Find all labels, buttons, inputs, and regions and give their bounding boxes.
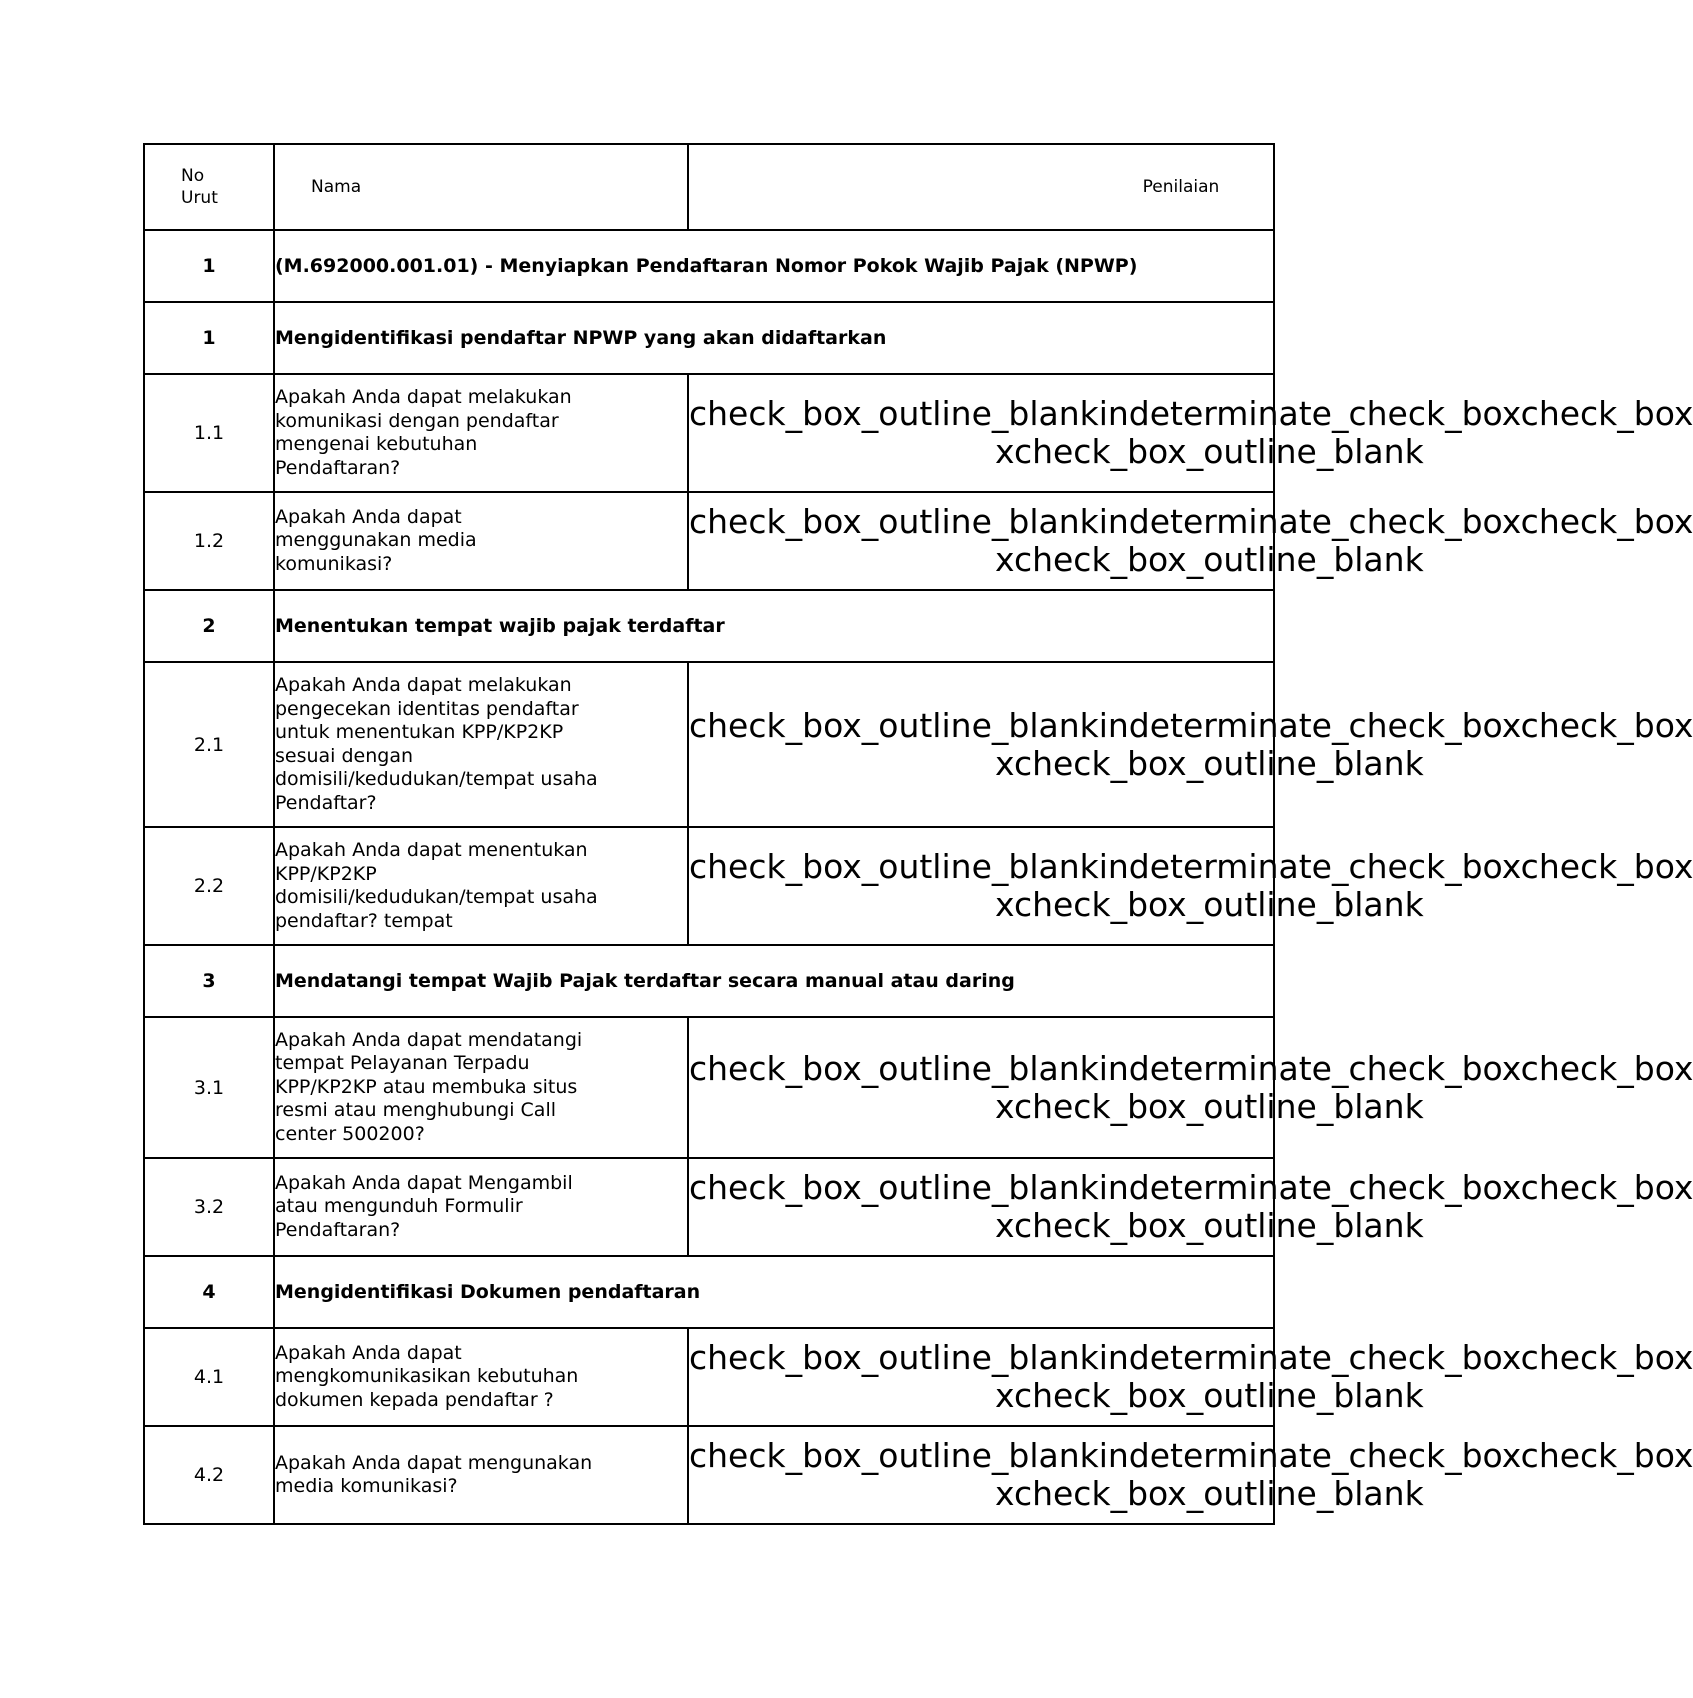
question-line: menggunakan media (275, 529, 477, 552)
checkbox-icon-text[interactable]: check_box_outline_blankindeterminate_check_boxcheck_box (689, 705, 1693, 745)
checkbox-icon-text[interactable]: check_box_outline_blankindeterminate_check_boxcheck_box (689, 1168, 1693, 1207)
question-line: Pendaftaran? (275, 1218, 401, 1241)
question-line: mengkomunikasikan kebutuhan (275, 1365, 579, 1388)
question-line: center 500200? (275, 1122, 425, 1145)
question-no: 1.1 (144, 374, 274, 492)
question-text (274, 1158, 688, 1256)
question-row (144, 374, 1274, 492)
penilaian-checkbox-cell[interactable] (688, 1158, 1693, 1256)
question-line: komunikasi dengan pendaftar (275, 409, 559, 432)
question-text (274, 1017, 688, 1158)
question-line: Apakah Anda dapat Mengambil (275, 1171, 573, 1194)
question-line: domisili/kedudukan/tempat usaha (275, 768, 598, 790)
checkbox-icon-text[interactable]: check_box_outline_blankindeterminate_check_boxcheck_box (689, 1436, 1693, 1475)
element-title: Mengidentifikasi pendaftar NPWP yang akan didaftarkan (274, 302, 1274, 374)
question-line: Pendaftar? (275, 791, 377, 814)
checkbox-icon-text[interactable]: xcheck_box_outline_blank (995, 743, 1424, 783)
question-line: dokumen kepada pendaftar ? (275, 1388, 554, 1411)
checkbox-icon-text[interactable]: check_box_outline_blankindeterminate_check_boxcheck_box (689, 1338, 1693, 1377)
question-row (144, 1328, 1274, 1426)
unit-title: (M.692000.001.01) - Menyiapkan Pendaftaran Nomor Pokok Wajib Pajak (NPWP) (274, 230, 1274, 302)
question-no: 4.2 (144, 1426, 274, 1524)
question-line: KPP/KP2KP atau membuka situs (275, 1075, 578, 1098)
penilaian-checkbox-cell[interactable] (688, 827, 1693, 945)
penilaian-checkbox-cell[interactable] (688, 1328, 1693, 1426)
question-line: Apakah Anda dapat mengunakan (275, 1451, 593, 1474)
question-line: pengecekan identitas pendaftar (275, 697, 579, 720)
question-row (144, 1158, 1274, 1256)
element-no: 3 (144, 945, 274, 1017)
question-text (274, 662, 688, 827)
question-no: 4.1 (144, 1328, 274, 1426)
element-title: Menentukan tempat wajib pajak terdaftar (274, 590, 1274, 662)
element-title: Mengidentifikasi Dokumen pendaftaran (274, 1256, 1274, 1328)
element-row (144, 590, 1274, 662)
question-line: domisili/kedudukan/tempat usaha (275, 886, 598, 908)
checkbox-icon-text[interactable]: xcheck_box_outline_blank (995, 1086, 1424, 1126)
checkbox-icon-text[interactable]: check_box_outline_blankindeterminate_check_boxcheck_box (689, 394, 1693, 433)
penilaian-checkbox-cell[interactable] (688, 374, 1693, 492)
question-row (144, 827, 1274, 945)
question-row (144, 492, 1274, 590)
question-line: Apakah Anda dapat mendatangi (275, 1028, 583, 1051)
question-text (274, 374, 688, 492)
question-line: sesuai dengan (275, 744, 414, 767)
question-line: Apakah Anda dapat melakukan (275, 386, 572, 408)
element-no: 2 (144, 590, 274, 662)
header-no-urut (144, 144, 274, 230)
question-line: Apakah Anda dapat melakukan (275, 674, 572, 696)
checkbox-icon-text[interactable]: xcheck_box_outline_blank (995, 885, 1424, 924)
question-text (274, 827, 688, 945)
assessment-table (143, 143, 1693, 1525)
element-no: 4 (144, 1256, 274, 1328)
question-line: KPP/KP2KP (275, 862, 377, 885)
question-line: komunikasi? (275, 552, 393, 575)
question-no: 1.2 (144, 492, 274, 590)
question-line: Apakah Anda dapat (275, 1341, 462, 1364)
unit-no: 1 (144, 230, 274, 302)
question-row (144, 1426, 1274, 1524)
question-line: Apakah Anda dapat menentukan (275, 839, 588, 861)
question-line: media komunikasi? (275, 1475, 458, 1497)
element-title: Mendatangi tempat Wajib Pajak terdaftar secara manual atau daring (274, 945, 1274, 1017)
penilaian-checkbox-cell[interactable] (688, 662, 1693, 827)
question-no: 3.1 (144, 1017, 274, 1158)
question-text (274, 1328, 688, 1426)
checkbox-icon-text[interactable]: xcheck_box_outline_blank (995, 432, 1424, 471)
question-line: resmi atau menghubungi Call (275, 1099, 557, 1122)
penilaian-checkbox-cell[interactable] (688, 1426, 1693, 1524)
question-no: 2.2 (144, 827, 274, 945)
element-row (144, 1256, 1274, 1328)
header-penilaian: Penilaian (688, 144, 1274, 230)
header-nama: Nama (274, 144, 688, 230)
checkbox-icon-text[interactable]: xcheck_box_outline_blank (995, 1206, 1424, 1245)
checkbox-icon-text[interactable]: xcheck_box_outline_blank (995, 1376, 1424, 1415)
question-no: 3.2 (144, 1158, 274, 1256)
checkbox-icon-text[interactable]: xcheck_box_outline_blank (995, 1474, 1424, 1513)
element-no: 1 (144, 302, 274, 374)
question-line: pendaftar? tempat (275, 909, 453, 932)
checkbox-icon-text[interactable]: check_box_outline_blankindeterminate_check_boxcheck_box (689, 847, 1693, 886)
unit-row (144, 230, 1274, 302)
question-row (144, 662, 1274, 827)
checkbox-icon-text[interactable]: check_box_outline_blankindeterminate_check_boxcheck_box (689, 1048, 1693, 1088)
question-row (144, 1017, 1274, 1158)
question-line: Apakah Anda dapat (275, 505, 462, 528)
penilaian-checkbox-cell[interactable] (688, 1017, 1693, 1158)
checkbox-icon-text[interactable]: xcheck_box_outline_blank (995, 540, 1424, 579)
question-line: untuk menentukan KPP/KP2KP (275, 721, 564, 743)
question-text (274, 492, 688, 590)
question-line: Pendaftaran? (275, 456, 401, 479)
element-row (144, 945, 1274, 1017)
question-line: atau mengunduh Formulir (275, 1195, 523, 1218)
table-header-row (144, 144, 1274, 230)
question-line: tempat Pelayanan Terpadu (275, 1052, 530, 1075)
header-urut-label: Urut (181, 188, 218, 208)
question-text (274, 1426, 688, 1524)
checkbox-icon-text[interactable]: check_box_outline_blankindeterminate_check_boxcheck_box (689, 502, 1693, 541)
question-line: mengenai kebutuhan (275, 433, 478, 455)
element-row (144, 302, 1274, 374)
penilaian-checkbox-cell[interactable] (688, 492, 1693, 590)
question-no: 2.1 (144, 662, 274, 827)
header-no-label: No (181, 166, 205, 186)
